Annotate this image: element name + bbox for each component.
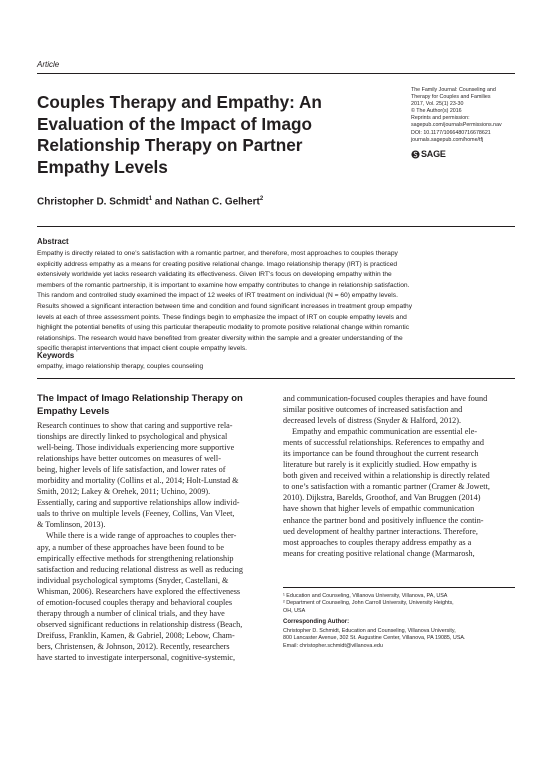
left-body-column (37, 420, 243, 663)
journal-info-line: © The Author(s) 2016 (411, 108, 462, 115)
body-line: to one’s satisfaction with a romantic partner (Cramer & Jowett, (283, 482, 490, 492)
body-line: observed significant reductions in relationship distress (Beach, (37, 619, 243, 629)
body-line: have shown that higher levels of empathic communication (283, 504, 475, 514)
body-line: therapy through a number of clinical trials, and they have (37, 608, 225, 618)
body-line: 2010). Dijkstra, Barelds, Groothof, and Van Bruggen (2014) (283, 493, 481, 503)
corresponding-author-details (283, 628, 466, 650)
body-line: Empathy and empathic communication are essential ele- (292, 427, 478, 437)
doi-link[interactable]: DOI: 10.1177/1066480716678621 (411, 129, 491, 136)
body-line: enhance the partner bond and positively influence the contin- (283, 515, 484, 525)
right-body-column (283, 393, 490, 559)
body-line: both given and received within a relationship is directly related (283, 471, 490, 481)
body-line: ued development of healthy partner interactions. Therefore, (283, 526, 478, 536)
journal-info-line: The Family Journal: Counseling and (411, 87, 496, 93)
footnote-line: ² Department of Counseling, John Carroll University, University Heights, (283, 600, 454, 607)
abstract-line: Results showed a significant interaction between time and condition and found significant increases in treatment group empathy (37, 302, 413, 310)
body-line: its importance can be found throughout the current research (283, 449, 479, 459)
body-line: apy, a number of these approaches have been found to be (37, 542, 225, 552)
section-heading: The Impact of Imago Relationship Therapy on Empathy Levels (37, 393, 243, 417)
author-name: and Nathan C. Gelhert (152, 196, 260, 208)
body-line: ments of successful relationships. References to empathy and (283, 438, 484, 448)
footnote-line: OH, USA (283, 607, 306, 614)
body-line: similar positive outcomes of increased satisfaction and (283, 405, 463, 415)
body-line: Dreifuss, Franklin, Kamen, & Gabriel, 2008; Lebow, Cham- (37, 630, 235, 640)
body-line: means for creating positive relational change (Marmarosh, (283, 548, 475, 558)
abstract-line: specific therapist interventions that impact client couple empathy levels. (37, 345, 248, 353)
body-line: empirically effective methods for strengthening relationship (37, 553, 234, 563)
author-name: Christopher D. Schmidt (37, 196, 149, 208)
abstract-line: extensively worldwide yet lacks research validating its effectiveness. Given IRT’s focus on developing empathy within the (37, 271, 392, 279)
corresponding-author-heading: Corresponding Author: (283, 619, 350, 625)
body-line: individual psychological symptoms (Snyder, Castellani, & (37, 575, 229, 585)
author-line (37, 196, 263, 207)
sage-logo-icon (411, 150, 420, 159)
abstract-line: Empathy is directly related to one’s satisfaction with a romantic partner, and therefore, most approaches to couples therapy (37, 250, 398, 257)
keywords-heading: Keywords (37, 351, 75, 360)
body-line: Smith, 2012; Lakey & Orehek, 2011; Uchino, 2009). (37, 487, 211, 497)
body-line: Essentially, caring and supportive relationships allow individ- (37, 498, 240, 508)
body-line: have started to investigate interpersonal, cognitive-systemic, (37, 652, 236, 662)
abstract-line: members of the romantic partnership, it is important to examine how empathy contributes to change in relationship satisfaction. (37, 281, 410, 289)
abstract-body (37, 249, 515, 355)
body-line: of emotion-focused couples therapy and behavioral couples (37, 597, 233, 607)
body-line: tionships are directly linked to psychological and physical (37, 432, 228, 442)
body-line: decreased levels of distress (Snyder & Halford, 2012). (283, 416, 462, 426)
article-type-label: Article (37, 60, 60, 69)
abstract-line: levels at each of three assessment points. These findings begin to emphasize the impact of IRT on couple empathy levels and (37, 313, 407, 321)
keywords-list: empathy, imago relationship therapy, couples counseling (37, 363, 204, 370)
journal-homepage-link[interactable]: journals.sagepub.com/home/tfj (411, 136, 484, 143)
abstract-line: highlight the potential benefits of using this particular therapeutic modality to promote positive relational change within romantic (37, 324, 410, 332)
abstract-line: This random and controlled study examined the impact of 12 weeks of IRT treatment on individual (N = 60) empathy levels. (37, 292, 398, 300)
header-divider (37, 73, 515, 74)
journal-info-line: 2017, Vol. 25(1) 23-30 (411, 101, 464, 108)
body-line: and communication-focused couples therapies and have found (283, 394, 488, 403)
body-line: Research continues to show that caring and supportive rela- (37, 421, 233, 430)
body-line: being, higher levels of life satisfaction, and lower rates of (37, 465, 226, 475)
journal-info (411, 87, 519, 144)
journal-info-line: Therapy for Couples and Families (411, 94, 491, 101)
abstract-heading: Abstract (37, 237, 69, 246)
body-line: satisfaction and reducing relational distress as well as reducing (37, 564, 243, 574)
sage-logo-text: SAGE (421, 149, 446, 159)
body-line: morbidity and mortality (Collins et al., 2014; Holt-Lunstad & (37, 476, 239, 486)
footnote-divider (283, 587, 515, 588)
body-line: most approaches to couples therapy address empathy as a (283, 537, 472, 547)
body-line: uals to thrive on multiple levels (Feeney, Collins, Van Vleet, (37, 509, 235, 519)
body-line: & Tomlinson, 2013). (37, 520, 106, 530)
body-line: relationships have better outcomes on measures of well- (37, 454, 221, 464)
corresponding-author-line: 800 Lancaster Avenue, 302 St. Augustine Center, Villanova, PA 19085, USA. (283, 635, 466, 642)
corresponding-author-line: Christopher D. Schmidt, Education and Counseling, Villanova University, (283, 628, 456, 634)
reprints-link[interactable]: sagepub.com/journalsPermissions.nav (411, 122, 502, 129)
affiliation-marker: 1 (148, 196, 153, 202)
affiliation-marker: 2 (259, 196, 264, 202)
journal-info-line: Reprints and permission: (411, 115, 470, 122)
body-line: literature but rarely is it explicitly studied. How empathy is (283, 460, 477, 470)
body-line: bers, Christensen, & Johnson, 2012). Recently, researchers (37, 641, 230, 651)
abstract-divider (37, 226, 515, 227)
body-line: well-being. Those individuals experiencing more supportive (37, 443, 235, 453)
affiliation-footnotes (283, 593, 454, 615)
abstract-line: explicitly address empathy as a means for creating positive relational change. Imago relationship therapy (IRT) is practiced (37, 260, 398, 268)
body-line: Whisman, 2006). Researchers have explored the effectiveness (37, 586, 241, 596)
footnote-line: ¹ Education and Counseling, Villanova University, Villanova, PA, USA (283, 593, 448, 599)
abstract-line: relationships. The research would have benefited from greater diversity within the sample and a greater understanding of the (37, 334, 403, 342)
body-divider (37, 378, 515, 379)
article-title: Couples Therapy and Empathy: An Evaluation of the Impact of Imago Relationship Therapy on Partner Empathy Levels (37, 92, 322, 177)
email-link[interactable]: Email: christopher.schmidt@villanova.edu (283, 642, 383, 649)
sage-logo (411, 149, 446, 159)
body-line: While there is a wide range of approaches to couples ther- (46, 531, 237, 541)
